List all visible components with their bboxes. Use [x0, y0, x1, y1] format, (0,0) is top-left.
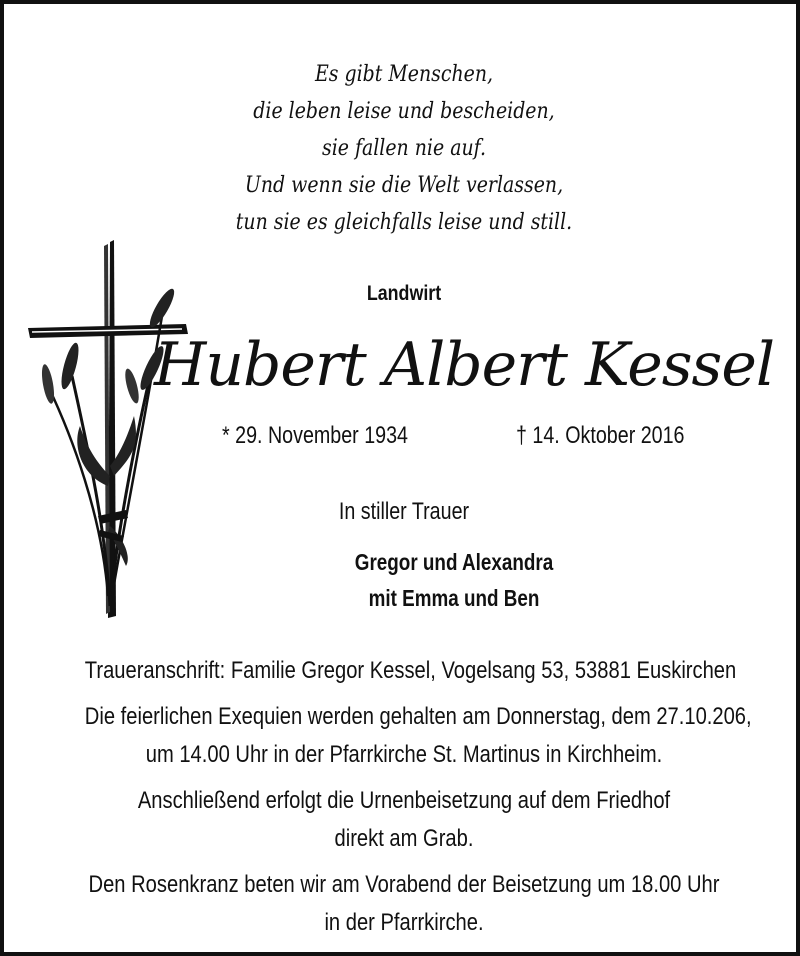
funeral-details — [24, 652, 784, 950]
family-line: mit Emma und Ben — [368, 585, 540, 611]
cross-with-wheat-icon — [22, 236, 192, 626]
exequies-line: Die feierlichen Exequien werden gehalten am Donnerstag, dem 27.10.206, — [84, 703, 752, 730]
burial-line: direkt am Grab. — [334, 825, 474, 852]
rosary-info — [85, 866, 723, 942]
exequies-line: um 14.00 Uhr in der Pfarrkirche St. Martinus in Kirchheim. — [145, 741, 663, 768]
poem-line: Es gibt Menschen, — [314, 62, 494, 87]
exequies-info — [84, 698, 752, 774]
poem-line: die leben leise und bescheiden, — [253, 99, 555, 124]
deceased-name: Hubert Albert Kessel — [154, 330, 775, 400]
family-names — [290, 544, 618, 616]
mourning-line: In stiller Trauer — [338, 498, 470, 525]
birth-date: * 29. November 1934 — [222, 422, 408, 449]
death-date: † 14. Oktober 2016 — [516, 422, 685, 449]
burial-info — [85, 782, 723, 858]
poem-line: tun sie es gleichfalls leise und still. — [235, 210, 573, 235]
mourning-address: Traueranschrift: Familie Gregor Kessel, Vogelsang 53, 53881 Euskirchen — [84, 657, 737, 684]
family-line: Gregor und Alexandra — [354, 549, 554, 575]
poem-line: sie fallen nie auf. — [321, 136, 487, 161]
occupation: Landwirt — [366, 282, 442, 305]
rosary-line: Den Rosenkranz beten wir am Vorabend der Beisetzung um 18.00 Uhr — [88, 871, 720, 898]
rosary-line: in der Pfarrkirche. — [324, 909, 484, 936]
poem — [146, 56, 662, 241]
burial-line: Anschließend erfolgt die Urnenbeisetzung auf dem Friedhof — [137, 787, 671, 814]
poem-line: Und wenn sie die Welt verlassen, — [244, 173, 564, 198]
